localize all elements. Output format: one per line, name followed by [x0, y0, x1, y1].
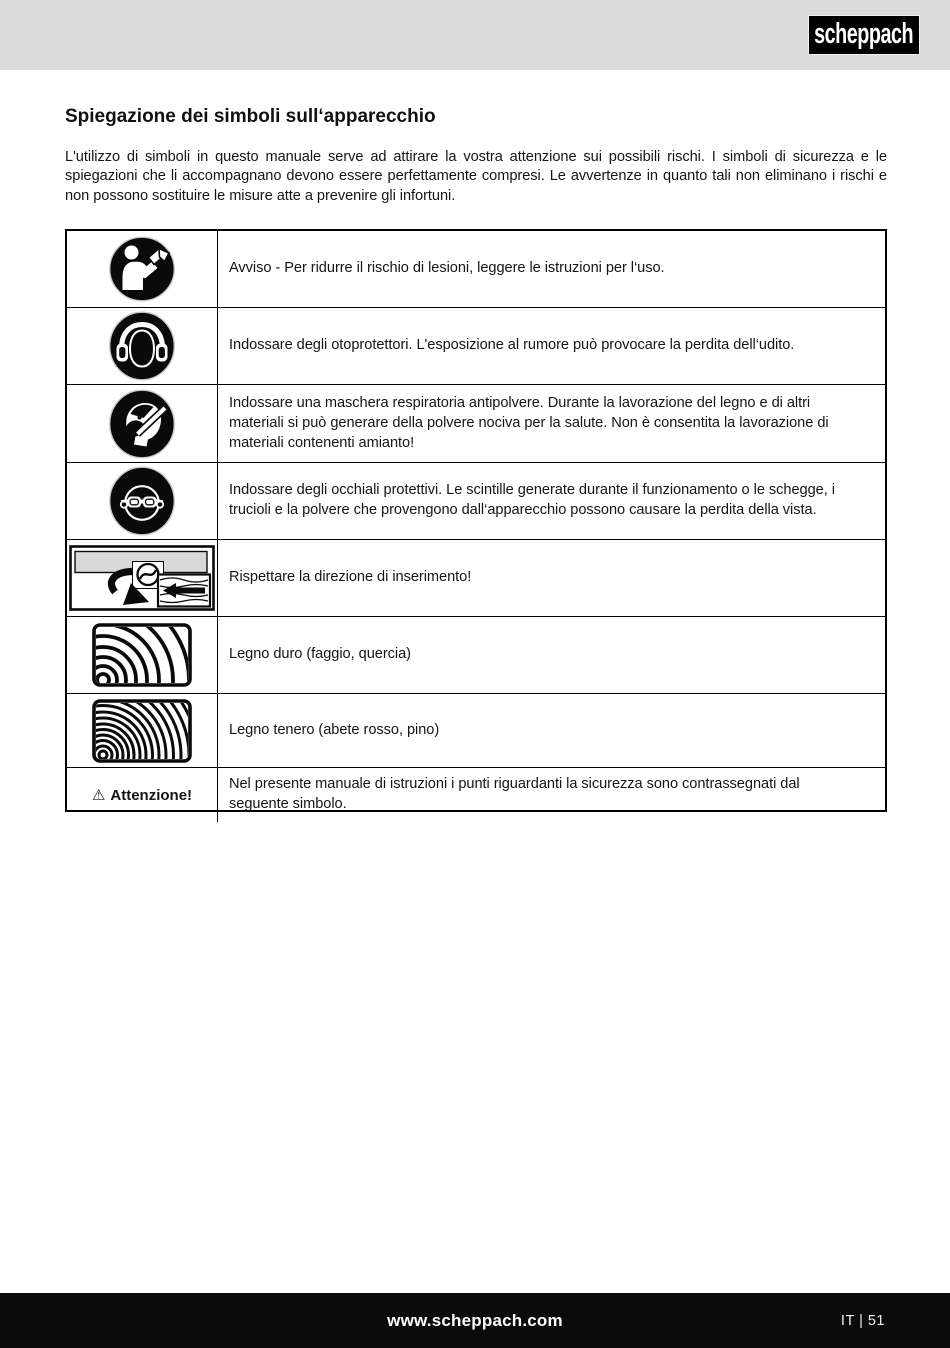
- table-row: [67, 539, 885, 616]
- softwood-icon: [92, 699, 192, 763]
- scheppach-logo: [808, 15, 920, 55]
- table-row: [67, 384, 885, 462]
- table-row: [67, 616, 885, 693]
- symbol-description: Indossare degli occhiali protettivi. Le scintille generate durante il funzionamento o le schegge, i trucioli e la polvere che provengono dall‘apparecchio possono causare la perdita della vista.: [229, 482, 835, 519]
- feed-direction-icon: [69, 545, 215, 611]
- table-row: [67, 693, 885, 767]
- table-row: [67, 767, 885, 813]
- symbol-cell: [67, 617, 218, 693]
- footer-bar: [0, 1293, 950, 1348]
- symbol-description: Indossare una maschera respiratoria antipolvere. Durante la lavorazione del legno e di altri materiali si può generare della polvere nociva per la salute. Non è consentita la lavorazione di materiali contenenti amianto!: [229, 395, 829, 451]
- symbol-description: Indossare degli otoprotettori. L'esposizione al rumore può provocare la perdita dell‘udito.: [229, 337, 795, 354]
- table-row: [67, 231, 885, 307]
- read-manual-icon: [108, 236, 176, 302]
- hardwood-icon: [92, 623, 192, 687]
- header-bar: [0, 0, 950, 70]
- attention-text: Attenzione!: [110, 787, 193, 805]
- symbol-cell: [67, 540, 218, 616]
- symbol-description: Legno duro (faggio, quercia): [229, 646, 411, 663]
- symbol-cell: [67, 768, 218, 822]
- symbol-description: Rispettare la direzione di inserimento!: [229, 569, 472, 586]
- safety-goggles-icon: [108, 466, 176, 536]
- footer-page-number: IT | 51: [840, 1312, 885, 1329]
- table-row: [67, 307, 885, 384]
- symbol-cell: [67, 308, 218, 384]
- dust-mask-icon: [108, 389, 176, 459]
- symbol-description: Legno tenero (abete rosso, pino): [229, 721, 440, 738]
- ear-protection-icon: [108, 311, 176, 381]
- intro-paragraph: L'utilizzo di simboli in questo manuale serve ad attirare la vostra attenzione sui possibili rischi. I simboli di sicurezza e le spiegazioni che li accompagnano devono essere perfettamente compresi. Le avvertenze in quanto tali non eliminano i rischi e non possono sostituire le misure atte a prevenire gli infortuni.: [65, 149, 887, 204]
- logo-text: scheppach: [814, 18, 914, 50]
- symbol-description: Nel presente manuale di istruzioni i punti riguardanti la sicurezza sono contrassegnati dal seguente simbolo.: [229, 776, 800, 813]
- symbol-description: Avviso - Per ridurre il rischio di lesioni, leggere le istruzioni per l‘uso.: [229, 260, 665, 277]
- footer-website: www.scheppach.com: [387, 1310, 563, 1330]
- symbol-cell: [67, 385, 218, 462]
- table-row: [67, 462, 885, 539]
- attention-label: [92, 786, 192, 804]
- page-title: Spiegazione dei simboli sull‘apparecchio: [65, 106, 436, 127]
- symbol-cell: [67, 231, 218, 307]
- content-area: [65, 106, 887, 812]
- symbol-cell: [67, 463, 218, 539]
- symbol-cell: [67, 694, 218, 767]
- warning-triangle-icon: ⚠: [91, 787, 106, 805]
- symbols-table: [65, 229, 887, 812]
